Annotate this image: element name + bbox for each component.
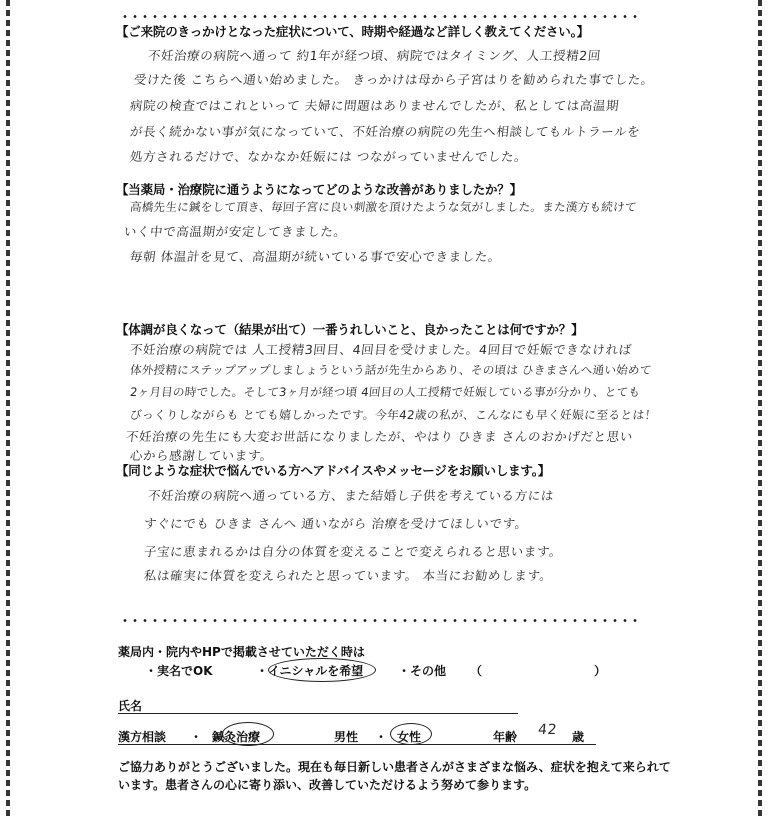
dotted-divider bbox=[120, 15, 640, 18]
handwritten-line: すぐにでも ひきま さんへ 通いながら 治療を受けてほしいです。 bbox=[143, 516, 529, 531]
age-unit: 歳 bbox=[572, 730, 585, 744]
selection-circle bbox=[390, 723, 432, 745]
handwritten-line: 不妊治療の病院へ通っている方、また結婚し子供を考えている方には bbox=[147, 488, 555, 503]
handwritten-line: が長く続かない事が気になっていて、不妊治療の病院の先生へ相談してもルトラールを bbox=[129, 124, 642, 139]
handwritten-line: 不妊治療の病院へ通って 約1年が経つ頃、病院ではタイミング、人工授精2回 bbox=[147, 48, 602, 63]
handwritten-line: 処方されるだけで、なかなか妊娠には つながっていませんでした。 bbox=[129, 149, 529, 164]
handwritten-line: 受けた後 こちらへ通い始めました。 きっかけは母から子宮はりを勧められた事でした。 bbox=[133, 72, 655, 87]
name-label: 氏名 bbox=[118, 699, 143, 713]
handwritten-line: 心から感謝しています。 bbox=[129, 448, 274, 463]
option-real-name: ・実名でOK bbox=[145, 664, 213, 678]
handwritten-line: 毎朝 体温計を見て、高温期が続いている事で安心できました。 bbox=[129, 249, 502, 264]
dotted-divider bbox=[120, 619, 640, 622]
service-kampo: 漢方相談 bbox=[118, 730, 167, 744]
handwritten-line: 不妊治療の先生にも大変お世話になりましたが、やはり ひきま さんのおかげだと思い bbox=[125, 429, 634, 444]
handwritten-line: 体外授精にステップアップしましょうという話が先生からあり、その頃は ひきまさんへ通い始めて bbox=[129, 363, 653, 377]
service-separator: ・ bbox=[190, 730, 203, 744]
selection-circle bbox=[268, 658, 376, 682]
consent-title: 薬局内・院内やHPで掲載させていただく時は bbox=[118, 645, 365, 659]
handwritten-line: 不妊治療の病院では 人工授精3回目、4回目を受けました。4回目で妊娠できなければ bbox=[129, 342, 633, 357]
handwritten-line: 病院の検査ではこれといって 夫婦に問題はありませんでしたが、私としては高温期 bbox=[129, 98, 621, 113]
paren-close: ） bbox=[594, 664, 607, 678]
section-heading: 【当薬局・治療院に通うようになってどのような改善がありましたか？】 bbox=[116, 182, 522, 197]
selection-circle bbox=[222, 722, 274, 746]
right-border bbox=[758, 0, 762, 818]
gender-separator: ・ bbox=[375, 730, 388, 744]
handwritten-line: びっくりしながらも とても嬉しかったです。今年42歳の私が、こんなにも早く妊娠に至るとは！ bbox=[129, 408, 658, 422]
gender-male: 男性 bbox=[334, 730, 359, 744]
gender-female: 女性 bbox=[397, 730, 422, 744]
option-other: ・その他 bbox=[398, 664, 447, 678]
section-heading: 【体調が良くなって（結果が出て）一番うれしいこと、良かったことは何ですか？】 bbox=[116, 322, 584, 337]
handwritten-line: 2ヶ月目の時でした。そして3ヶ月が経つ頃 4回目の人工授精で妊娠している事が分かり、とても bbox=[129, 385, 641, 399]
section-heading: 【ご来院のきっかけとなった症状について、時期や経過など詳しく教えてください。】 bbox=[116, 24, 589, 39]
form-underline bbox=[118, 744, 596, 745]
handwritten-line: 高橋先生に鍼をして頂き、毎回子宮に良い刺激を頂けたような気がしました。また漢方も続けて bbox=[129, 200, 638, 214]
age-label: 年齢 bbox=[493, 730, 518, 744]
closing-message: ご協力ありがとうございました。現在も毎日新しい患者さんがさまざまな悩み、症状を抱えて来られています。患者さんの心に寄り添い、改善していただけるよう努めて参ります。 bbox=[118, 760, 671, 792]
age-value: 42 bbox=[537, 722, 558, 738]
name-underline bbox=[118, 713, 518, 714]
section-heading: 【同じような症状で悩んでいる方へアドバイスやメッセージをお願いします。】 bbox=[116, 463, 551, 478]
service-acupuncture: 鍼灸治療 bbox=[212, 730, 261, 744]
option-initials: ・イニシャルを希望 bbox=[256, 664, 364, 678]
handwritten-line: 子宝に恵まれるかは自分の体質を変えることで変えられると思います。 bbox=[143, 544, 563, 559]
handwritten-line: 私は確実に体質を変えられたと思っています。 本当にお勧めします。 bbox=[143, 568, 554, 583]
left-border bbox=[6, 0, 10, 818]
handwritten-line: いく中で高温期が安定してきました。 bbox=[123, 224, 348, 239]
paren-open: （ bbox=[470, 664, 483, 678]
